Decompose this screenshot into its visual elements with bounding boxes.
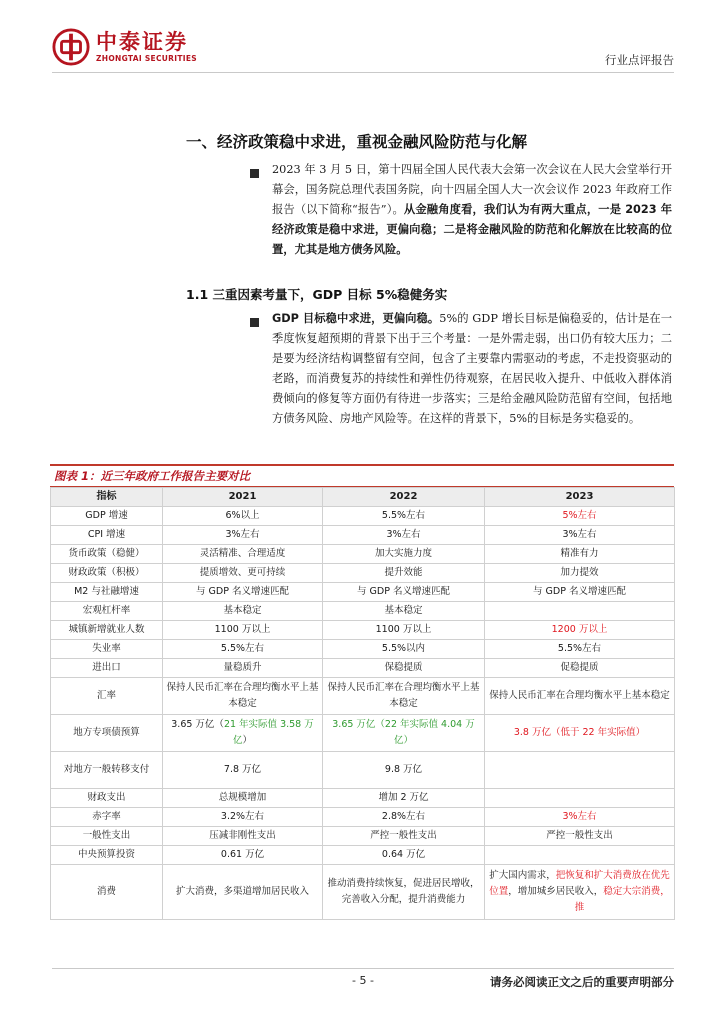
table-row bbox=[51, 678, 675, 715]
table-cell: 扩大消费，多渠道增加居民收入 bbox=[163, 865, 323, 920]
table-cell: 5.5%左右 bbox=[485, 640, 675, 659]
table-cell: 加大实施力度 bbox=[323, 545, 485, 564]
table-cell: 精准有力 bbox=[485, 545, 675, 564]
table-cell: 促稳提质 bbox=[485, 659, 675, 678]
table-row bbox=[51, 507, 675, 526]
table-cell: 与 GDP 名义增速匹配 bbox=[323, 583, 485, 602]
table-cell: 7.8 万亿 bbox=[163, 752, 323, 789]
table-cell: 保稳提质 bbox=[323, 659, 485, 678]
table-cell: 3.2%左右 bbox=[163, 808, 323, 827]
table-cell: 提质增效、更可持续 bbox=[163, 564, 323, 583]
table-cell: 增加 2 万亿 bbox=[323, 789, 485, 808]
table-cell: 严控一般性支出 bbox=[485, 827, 675, 846]
table-cell bbox=[485, 752, 675, 789]
table-cell: 6%以上 bbox=[163, 507, 323, 526]
table-cell bbox=[485, 865, 675, 920]
table-cell bbox=[485, 846, 675, 865]
table-cell: 3%左右 bbox=[485, 526, 675, 545]
table-row bbox=[51, 865, 675, 920]
section-paragraph bbox=[272, 160, 672, 260]
row-label: 对地方一般转移支付 bbox=[51, 752, 163, 789]
table-cell: 3%左右 bbox=[163, 526, 323, 545]
table-title: 图表 1：近三年政府工作报告主要对比 bbox=[50, 464, 674, 487]
zhongtai-logo-icon bbox=[52, 28, 90, 66]
header-cell: 2022 bbox=[323, 488, 485, 507]
report-type: 行业点评报告 bbox=[605, 53, 674, 67]
table-cell bbox=[163, 715, 323, 752]
comparison-table bbox=[50, 487, 675, 920]
row-label: 进出口 bbox=[51, 659, 163, 678]
cell-text-red: 稳定大宗消费，推 bbox=[574, 886, 670, 913]
table-row bbox=[51, 659, 675, 678]
table-cell: 基本稳定 bbox=[323, 602, 485, 621]
row-label: 失业率 bbox=[51, 640, 163, 659]
table-cell bbox=[485, 602, 675, 621]
subsection-heading: 1.1 三重因素考量下，GDP 目标 5%稳健务实 bbox=[186, 287, 448, 302]
table-cell: 保持人民币汇率在合理均衡水平上基本稳定 bbox=[323, 678, 485, 715]
table-cell: 9.8 万亿 bbox=[323, 752, 485, 789]
table-header-row bbox=[51, 488, 675, 507]
cell-text: 3.65 万亿（ bbox=[171, 719, 224, 730]
table-row bbox=[51, 602, 675, 621]
table-row bbox=[51, 752, 675, 789]
table-cell-highlight: 3.8 万亿（低于 22 年实际值） bbox=[485, 715, 675, 752]
bullet-icon bbox=[250, 169, 259, 178]
table-cell: 加力提效 bbox=[485, 564, 675, 583]
table-row bbox=[51, 640, 675, 659]
paragraph-emphasis: GDP 目标稳中求进，更偏向稳。 bbox=[272, 312, 440, 325]
table-cell: 与 GDP 名义增速匹配 bbox=[163, 583, 323, 602]
subsection-paragraph bbox=[272, 309, 672, 429]
table-cell: 5.5%左右 bbox=[163, 640, 323, 659]
row-label: 财政支出 bbox=[51, 789, 163, 808]
table-cell: 基本稳定 bbox=[163, 602, 323, 621]
header-cell: 2021 bbox=[163, 488, 323, 507]
paragraph-text: 5%的 GDP 增长目标是偏稳妥的，估计是在一季度恢复超预期的背景下出于三个考量：一是外需走弱，出口仍有较大压力；二是要为经济结构调整留有空间，包含了主要靠内需驱动的考虑，不走投资驱动的老路，而消费复苏的持续性和弹性仍待观察，在居民收入提升、中低收入群体消费倾向的修复等方面仍有待进一步落实；三是给金融风险防范留有空间，包括地方债务风险、房地产风险等。在这样的背景下，5%的目标是务实稳妥的。 bbox=[272, 312, 672, 425]
table-cell: 压减非刚性支出 bbox=[163, 827, 323, 846]
cell-text: 扩大国内需求， bbox=[489, 870, 556, 881]
cell-text-green: 21 年实际值 3.58 万亿 bbox=[223, 719, 314, 746]
table-row bbox=[51, 526, 675, 545]
row-label: 消费 bbox=[51, 865, 163, 920]
table-row bbox=[51, 583, 675, 602]
page-number: - 5 - bbox=[352, 974, 374, 987]
table-cell: 量稳质升 bbox=[163, 659, 323, 678]
row-label: 货币政策（稳健） bbox=[51, 545, 163, 564]
comparison-table-figure bbox=[50, 464, 674, 920]
row-label: 一般性支出 bbox=[51, 827, 163, 846]
row-label: 赤字率 bbox=[51, 808, 163, 827]
table-cell: 1100 万以上 bbox=[163, 621, 323, 640]
table-row bbox=[51, 846, 675, 865]
row-label: 城镇新增就业人数 bbox=[51, 621, 163, 640]
row-label: M2 与社融增速 bbox=[51, 583, 163, 602]
logo-name-cn: 中泰证券 bbox=[96, 30, 188, 54]
table-row bbox=[51, 808, 675, 827]
table-row bbox=[51, 789, 675, 808]
table-cell: 总规模增加 bbox=[163, 789, 323, 808]
paragraph-text: 2023 年 3 月 5 日，第十四届全国人民代表大会第一次会议在人民大会堂举行开幕会，国务院总理代表国务院，向十四届全国人大一次会议作 2023 年政府工作报告（以下简称“报告”）。 bbox=[272, 163, 672, 216]
table-cell: 0.64 万亿 bbox=[323, 846, 485, 865]
cell-text-red: 把恢复和扩大消费放在优先位置 bbox=[489, 870, 670, 897]
cell-text: ，增加城乡居民收入， bbox=[508, 886, 604, 897]
table-row bbox=[51, 621, 675, 640]
table-cell bbox=[485, 789, 675, 808]
row-label: CPI 增速 bbox=[51, 526, 163, 545]
table-cell: 5.5%以内 bbox=[323, 640, 485, 659]
cell-text: ） bbox=[242, 735, 253, 746]
table-cell: 提升效能 bbox=[323, 564, 485, 583]
table-cell: 保持人民币汇率在合理均衡水平上基本稳定 bbox=[163, 678, 323, 715]
paragraph-emphasis: 从金融角度看，我们认为有两大重点，一是 2023 年经济政策是稳中求进，更偏向稳；二是将金融风险的防范和化解放在比较高的位置，尤其是地方债务风险。 bbox=[272, 203, 672, 256]
table-cell-highlight: 3%左右 bbox=[485, 808, 675, 827]
table-cell: 严控一般性支出 bbox=[323, 827, 485, 846]
header-cell: 2023 bbox=[485, 488, 675, 507]
row-label: 财政政策（积极） bbox=[51, 564, 163, 583]
footer-divider bbox=[52, 968, 674, 969]
table-row bbox=[51, 545, 675, 564]
table-cell: 推动消费持续恢复，促进居民增收，完善收入分配，提升消费能力 bbox=[323, 865, 485, 920]
section-heading: 一、经济政策稳中求进，重视金融风险防范与化解 bbox=[186, 133, 528, 151]
table-cell: 3%左右 bbox=[323, 526, 485, 545]
row-label: 中央预算投资 bbox=[51, 846, 163, 865]
bullet-icon bbox=[250, 318, 259, 327]
table-cell: 0.61 万亿 bbox=[163, 846, 323, 865]
table-cell: 2.8%左右 bbox=[323, 808, 485, 827]
header-divider bbox=[52, 72, 674, 73]
table-cell-highlight: 5%左右 bbox=[485, 507, 675, 526]
table-cell: 1100 万以上 bbox=[323, 621, 485, 640]
table-cell: 保持人民币汇率在合理均衡水平上基本稳定 bbox=[485, 678, 675, 715]
row-label: GDP 增速 bbox=[51, 507, 163, 526]
table-cell: 与 GDP 名义增速匹配 bbox=[485, 583, 675, 602]
logo-name-en: ZHONGTAI SECURITIES bbox=[96, 54, 197, 63]
header-cell: 指标 bbox=[51, 488, 163, 507]
table-row bbox=[51, 715, 675, 752]
table-row bbox=[51, 564, 675, 583]
row-label: 宏观杠杆率 bbox=[51, 602, 163, 621]
table-cell: 灵活精准、合理适度 bbox=[163, 545, 323, 564]
table-cell: 5.5%左右 bbox=[323, 507, 485, 526]
row-label: 汇率 bbox=[51, 678, 163, 715]
table-cell-green: 3.65 万亿（22 年实际值 4.04 万亿） bbox=[323, 715, 485, 752]
company-logo bbox=[52, 28, 197, 66]
disclaimer-note: 请务必阅读正文之后的重要声明部分 bbox=[490, 975, 674, 989]
row-label: 地方专项债预算 bbox=[51, 715, 163, 752]
table-row bbox=[51, 827, 675, 846]
table-cell-highlight: 1200 万以上 bbox=[485, 621, 675, 640]
